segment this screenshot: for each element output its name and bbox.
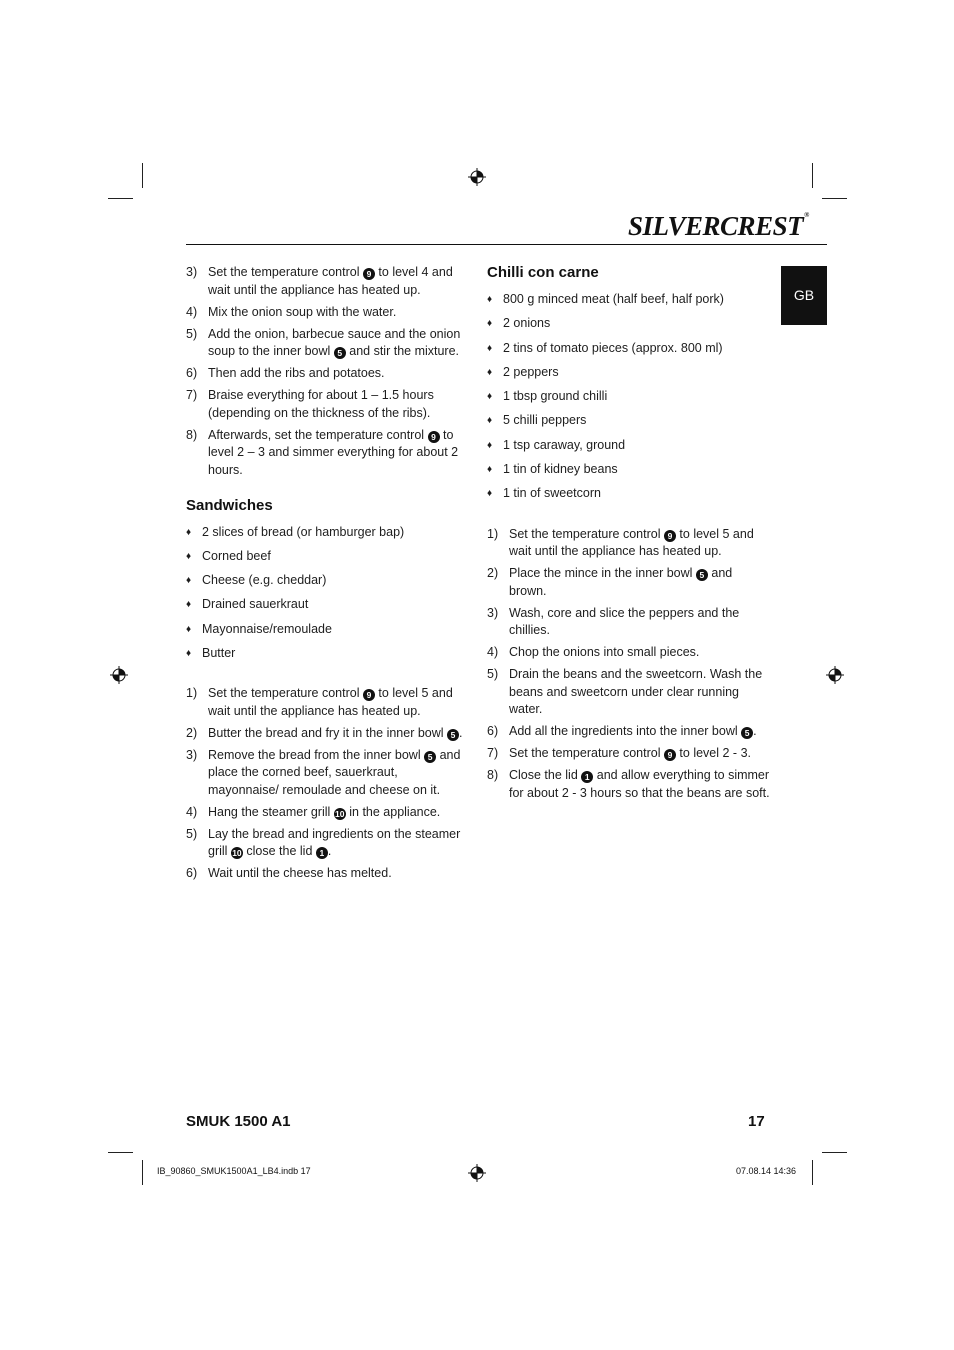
bullet-icon: ♦ (487, 318, 493, 330)
step-text: Add all the ingredients into the inner bowl (509, 724, 742, 739)
ingredient-item (487, 315, 772, 333)
component-number-icon: 9 (363, 689, 375, 701)
step-item (186, 427, 471, 480)
bullet-icon: ♦ (487, 488, 493, 500)
step-number: 5) (487, 667, 499, 682)
left-column (186, 264, 471, 887)
step-item (487, 767, 772, 802)
step-number: 8) (487, 768, 499, 783)
ingredient-item (487, 388, 772, 406)
crop-mark (812, 1160, 813, 1185)
crop-mark (108, 198, 133, 199)
ingredient-item (487, 485, 772, 503)
step-number: 6) (487, 724, 499, 739)
ingredient-text: 1 tsp caraway, ground (503, 437, 626, 452)
step-text: Mix the onion soup with the water. (208, 304, 397, 319)
step-item (487, 605, 772, 640)
step-item (186, 264, 471, 299)
step-number: 5) (186, 826, 198, 841)
step-item (487, 526, 772, 561)
silvercrest-logo (628, 211, 809, 242)
steps-list (487, 526, 772, 803)
step-text: in the appliance. (345, 804, 441, 819)
component-number-icon: 1 (316, 847, 328, 859)
ingredient-item (186, 548, 471, 566)
chilli-heading: Chilli con carne (487, 264, 599, 281)
bullet-icon: ♦ (487, 415, 493, 427)
ingredient-item (186, 621, 471, 639)
component-number-icon: 10 (335, 808, 345, 819)
step-number: 2) (186, 725, 198, 740)
step-text: to level 5 and wait until the appliance has heated up. (208, 686, 453, 718)
ingredient-text: 5 chilli peppers (503, 413, 587, 428)
crop-mark (822, 1152, 847, 1153)
step-text: Set the temperature control (509, 526, 664, 541)
step-text: Braise everything for about 1 – 1.5 hours (depending on the thickness of the ribs). (208, 388, 434, 420)
step-text: to level 2 - 3. (675, 746, 751, 761)
component-number-icon: 9 (664, 749, 676, 761)
registered-mark: ® (804, 211, 809, 219)
step-text: to level 5 and wait until the appliance has heated up. (509, 526, 754, 559)
step-item (186, 865, 471, 883)
right-column (487, 264, 772, 807)
crop-mark (142, 163, 143, 188)
steps-list (186, 264, 471, 479)
step-number: 3) (487, 605, 499, 620)
slug-file: IB_90860_SMUK1500A1_LB4.indb 17 (157, 1166, 311, 1176)
component-number-icon: 9 (664, 530, 676, 542)
crop-mark (108, 1152, 133, 1153)
step-number: 1) (186, 686, 198, 701)
step-text: Wait until the cheese has melted. (208, 866, 392, 881)
step-text: close the lid (242, 844, 316, 859)
ingredient-text: Butter (202, 645, 236, 660)
ingredient-text: 2 tins of tomato pieces (approx. 800 ml) (503, 340, 723, 355)
bullet-icon: ♦ (186, 575, 192, 587)
bullet-icon: ♦ (186, 550, 192, 562)
step-text: Hang the steamer grill (208, 804, 334, 819)
component-number-icon: 5 (741, 727, 753, 739)
step-item (487, 723, 772, 741)
component-number-icon: 5 (696, 569, 708, 581)
step-item (487, 666, 772, 719)
registration-mark-icon (110, 666, 128, 684)
slug-date: 07.08.14 14:36 (736, 1166, 797, 1176)
ingredient-text: Drained sauerkraut (202, 597, 309, 612)
step-text: . (327, 844, 332, 859)
crop-mark (812, 163, 813, 188)
ingredient-text: Cheese (e.g. cheddar) (202, 573, 327, 588)
step-text: to level 2 – 3 and simmer everything for about 2 hours. (208, 427, 459, 477)
step-number: 7) (487, 746, 499, 761)
model-number: SMUK 1500 A1 (186, 1113, 291, 1130)
ingredient-text: 2 onions (503, 316, 551, 331)
bullet-icon: ♦ (186, 623, 192, 635)
component-number-icon: 5 (447, 729, 459, 741)
bullet-icon: ♦ (186, 599, 192, 611)
step-text: . (459, 725, 463, 740)
ingredient-text: Corned beef (202, 548, 271, 563)
step-item (186, 826, 471, 861)
ingredient-item (487, 412, 772, 430)
step-item (487, 745, 772, 763)
step-text: and stir the mixture. (345, 344, 460, 358)
bullet-icon: ♦ (186, 526, 192, 538)
steps-list (186, 685, 471, 883)
step-item (487, 644, 772, 662)
step-text: Afterwards, set the temperature control (208, 427, 428, 442)
step-item (186, 747, 471, 800)
ingredient-text: 2 slices of bread (or hamburger bap) (202, 524, 405, 539)
step-text: and brown. (509, 566, 733, 598)
component-number-icon: 5 (334, 347, 346, 359)
step-item (186, 725, 471, 743)
bullet-icon: ♦ (186, 647, 192, 659)
ingredients-list (487, 291, 772, 503)
step-number: 6) (186, 366, 198, 380)
ingredient-item (487, 291, 772, 309)
bullet-icon: ♦ (487, 366, 493, 378)
step-number: 7) (186, 388, 198, 402)
ingredient-text: 1 tin of sweetcorn (503, 486, 601, 501)
step-text: Close the lid (509, 768, 582, 783)
component-number-icon: 10 (232, 848, 242, 859)
step-text: Place the mince in the inner bowl (509, 566, 696, 581)
step-number: 5) (186, 326, 198, 341)
crop-mark (142, 1160, 143, 1185)
page-number: 17 (748, 1113, 765, 1130)
ingredient-text: 2 peppers (503, 364, 559, 379)
component-number-icon: 9 (363, 268, 375, 280)
step-text: Remove the bread from the inner bowl (208, 747, 425, 762)
step-text: Butter the bread and fry it in the inner bowl (208, 725, 448, 740)
ingredient-text: 800 g minced meat (half beef, half pork) (503, 292, 724, 306)
registration-mark-icon (468, 168, 486, 186)
ingredient-item (186, 596, 471, 614)
registration-mark-icon (826, 666, 844, 684)
step-text: Set the temperature control (208, 265, 363, 279)
bullet-icon: ♦ (487, 439, 493, 451)
header-rule (186, 244, 827, 245)
component-number-icon: 5 (424, 751, 436, 763)
step-text: Lay the bread and ingredients on the steamer grill (208, 826, 461, 859)
ingredient-item (487, 461, 772, 479)
ingredients-list (186, 524, 471, 663)
step-text: Set the temperature control (208, 686, 363, 701)
step-text: . (753, 724, 757, 739)
ingredient-item (186, 645, 471, 663)
step-text: Add the onion, barbecue sauce and the onion soup to the inner bowl (208, 326, 461, 358)
step-number: 1) (487, 526, 499, 541)
step-item (186, 387, 471, 422)
step-text: and place the corned beef, sauerkraut, mayonnaise/ remoulade and cheese on it. (208, 747, 461, 797)
ingredient-item (487, 340, 772, 358)
step-item (487, 565, 772, 600)
bullet-icon: ♦ (487, 294, 493, 305)
step-number: 4) (487, 645, 499, 660)
step-text: Set the temperature control (509, 746, 664, 761)
ingredient-item (186, 572, 471, 590)
step-text: Chop the onions into small pieces. (509, 645, 700, 660)
ingredient-text: 1 tin of kidney beans (503, 462, 618, 477)
ingredient-item (487, 364, 772, 382)
ingredient-item (487, 437, 772, 455)
step-number: 4) (186, 304, 198, 319)
logo-part-2: CREST (720, 211, 804, 241)
step-text: Wash, core and slice the peppers and the chillies. (509, 605, 740, 638)
step-number: 2) (487, 566, 499, 581)
step-text: Then add the ribs and potatoes. (208, 366, 385, 380)
ingredient-item (186, 524, 471, 542)
bullet-icon: ♦ (487, 464, 493, 476)
ingredient-text: Mayonnaise/remoulade (202, 621, 332, 636)
step-item (186, 326, 471, 361)
component-number-icon: 1 (581, 771, 593, 783)
step-item (186, 304, 471, 322)
logo-part-1: SILVER (628, 211, 721, 241)
language-tab: GB (781, 266, 827, 325)
step-number: 4) (186, 804, 198, 819)
step-number: 8) (186, 427, 198, 442)
step-text: Drain the beans and the sweetcorn. Wash the beans and sweetcorn under clear running water. (509, 667, 763, 717)
bullet-icon: ♦ (487, 342, 493, 354)
step-number: 3) (186, 747, 198, 762)
step-number: 3) (186, 265, 198, 279)
ingredient-text: 1 tbsp ground chilli (503, 389, 608, 404)
registration-mark-icon (468, 1164, 486, 1182)
step-item (186, 365, 471, 383)
component-number-icon: 9 (428, 431, 440, 443)
step-item (186, 804, 471, 822)
crop-mark (822, 198, 847, 199)
step-text: and allow everything to simmer for about 2 - 3 hours so that the beans are soft. (509, 768, 770, 800)
bullet-icon: ♦ (487, 391, 493, 403)
sandwiches-heading: Sandwiches (186, 496, 273, 514)
step-number: 6) (186, 866, 198, 881)
step-text: to level 4 and wait until the appliance has heated up. (208, 265, 453, 297)
step-item (186, 685, 471, 720)
